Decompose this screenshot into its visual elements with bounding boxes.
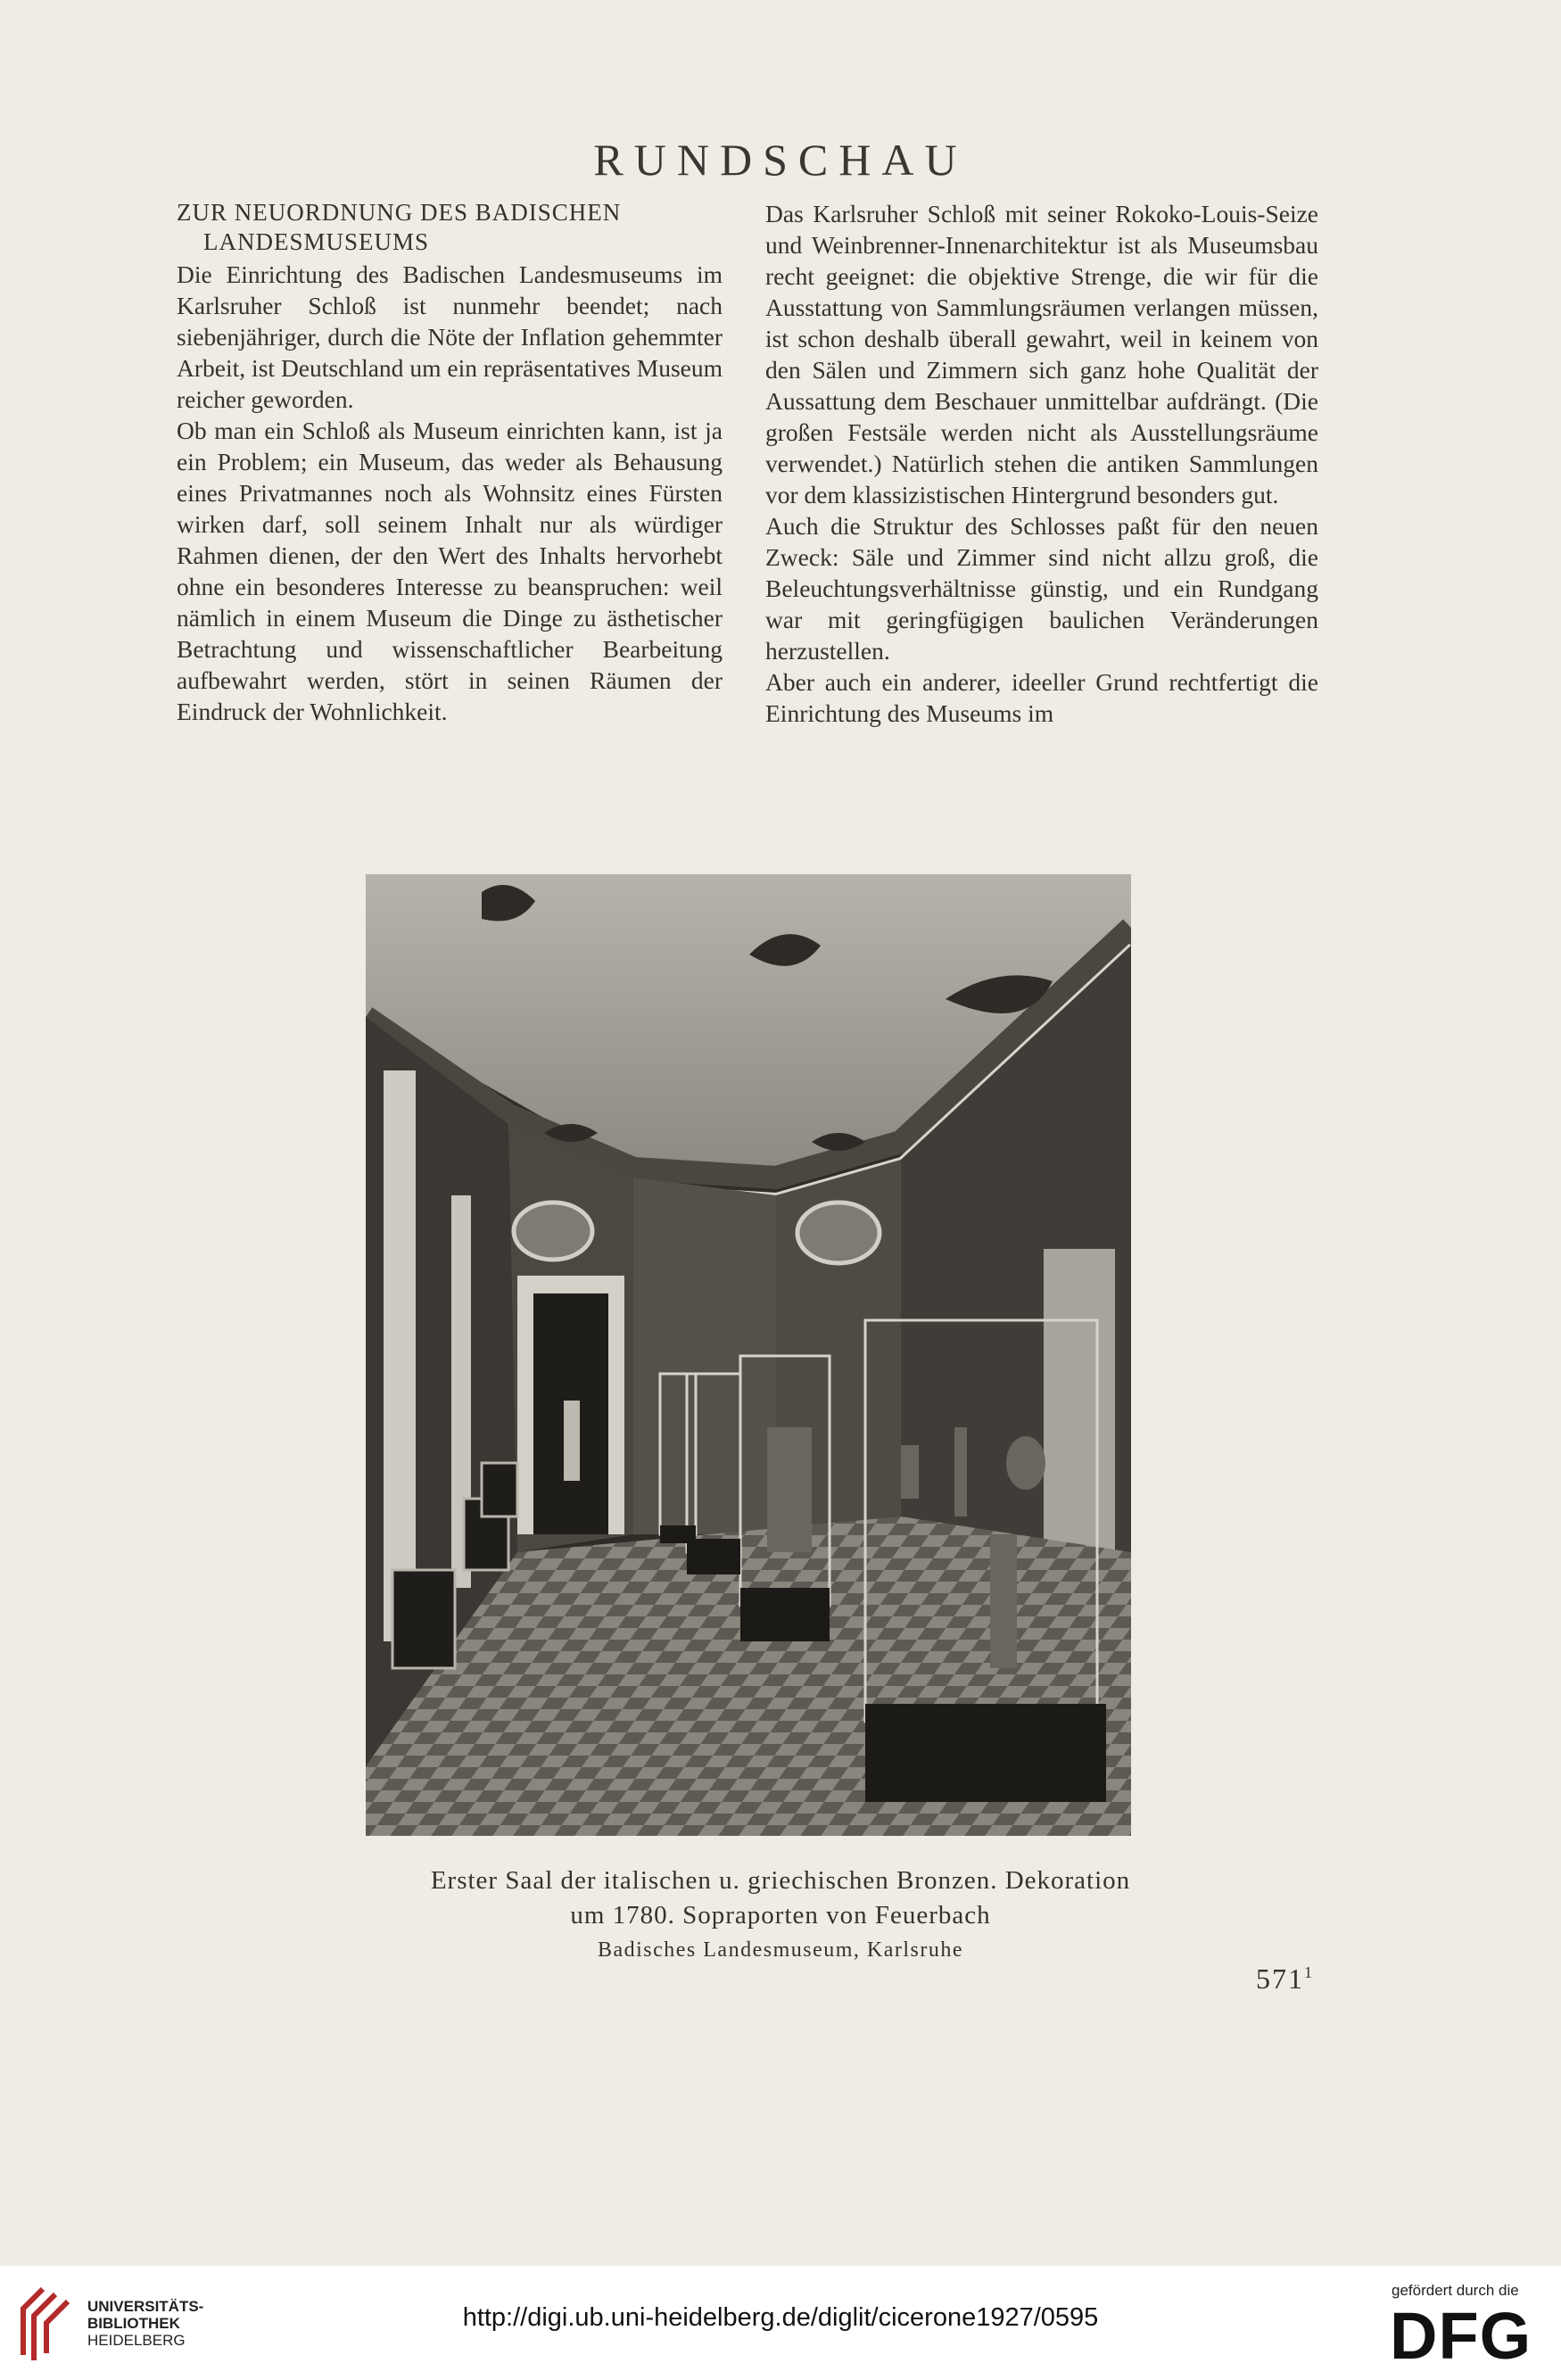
paragraph: Auch die Struktur des Schlosses paßt für den neuen Zweck: Säle und Zimmer sind nicht allzu groß, die Beleuchtungsverhältnisse günstig, und ein Rundgang war mit geringfügigen baulichen Veränderungen herzustellen. xyxy=(765,512,1318,665)
dfg-logo[interactable]: DFG xyxy=(1390,2299,1532,2373)
funding-note: gefördert durch die xyxy=(1392,2282,1519,2299)
museum-hall-illustration xyxy=(366,874,1131,1836)
article-heading-line2: LANDESMUSEUMS xyxy=(203,228,430,255)
running-header: RUNDSCHAU xyxy=(593,135,968,185)
left-column xyxy=(177,198,723,727)
footer-bar xyxy=(0,2266,1561,2380)
source-url-link[interactable]: http://digi.ub.uni-heidelberg.de/diglit/cicerone1927/0595 xyxy=(462,2303,1099,2332)
paragraph: Aber auch ein anderer, ideeller Grund rechtfertigt die Einrichtung des Museums im xyxy=(765,668,1318,727)
page-number-superscript: 1 xyxy=(1304,1963,1314,1981)
museum-hall-photo xyxy=(366,874,1131,1836)
page-number-value: 571 xyxy=(1256,1963,1304,1995)
paragraph: Ob man ein Schloß als Museum einrichten kann, ist ja ein Problem; ein Museum, das weder als Behausung eines Privatmannes noch als Wohnsitz eines Fürsten wirken darf, soll seinem Inhalt nur als würdiger Rahmen dienen, der den Wert des Inhalts hervorhebt ohne ein besonderes Interesse zu beanspruchen: weil nämlich in einem Museum die Dinge zu ästhetischer Betrachtung und wissenschaftlicher Bearbeitung aufbewahrt werden, stört in seinen Räumen der Eindruck der Wohnlichkeit. xyxy=(177,417,723,725)
caption-line1: Erster Saal der italischen u. griechischen Bronzen. Dekoration xyxy=(430,1866,1131,1895)
right-column xyxy=(765,198,1318,729)
library-line2: BIBLIOTHEK xyxy=(87,2315,180,2332)
article-heading xyxy=(177,198,723,257)
library-line3: HEIDELBERG xyxy=(87,2332,186,2349)
caption-line3: Badisches Landesmuseum, Karlsruhe xyxy=(597,1938,964,1962)
article-heading-line1: ZUR NEUORDNUNG DES BADISCHEN xyxy=(177,199,622,226)
caption-line2: um 1780. Sopraporten von Feuerbach xyxy=(570,1901,991,1930)
paragraph: Die Einrichtung des Badischen Landesmuseums im Karlsruher Schloß ist nunmehr beendet; nach siebenjähriger, durch die Nöte der Inflation gehemmter Arbeit, ist Deutschland um ein repräsentatives Museum reicher geworden. xyxy=(177,260,723,413)
page-number xyxy=(1256,1963,1314,1996)
paragraph: Das Karlsruher Schloß mit seiner Rokoko-Louis-Seize und Weinbrenner-Innenarchitektur ist als Museumsbau recht geeignet: die objektive Strenge, die wir für die Ausstattung von Sammlungsräumen verlangen müssen, ist schon deshalb überall gewahrt, weil in keinem von den Sälen und Zimmern sich ganz hohe Qualität der Aussattung dem Beschauer unmittelbar aufdrängt. (Die großen Festsäle werden nicht als Ausstellungsräume verwendet.) Natürlich stehen die antiken Sammlungen vor dem klassizistischen Hintergrund besonders gut. xyxy=(765,200,1318,508)
library-line1: UNIVERSITÄTS- xyxy=(87,2298,204,2315)
